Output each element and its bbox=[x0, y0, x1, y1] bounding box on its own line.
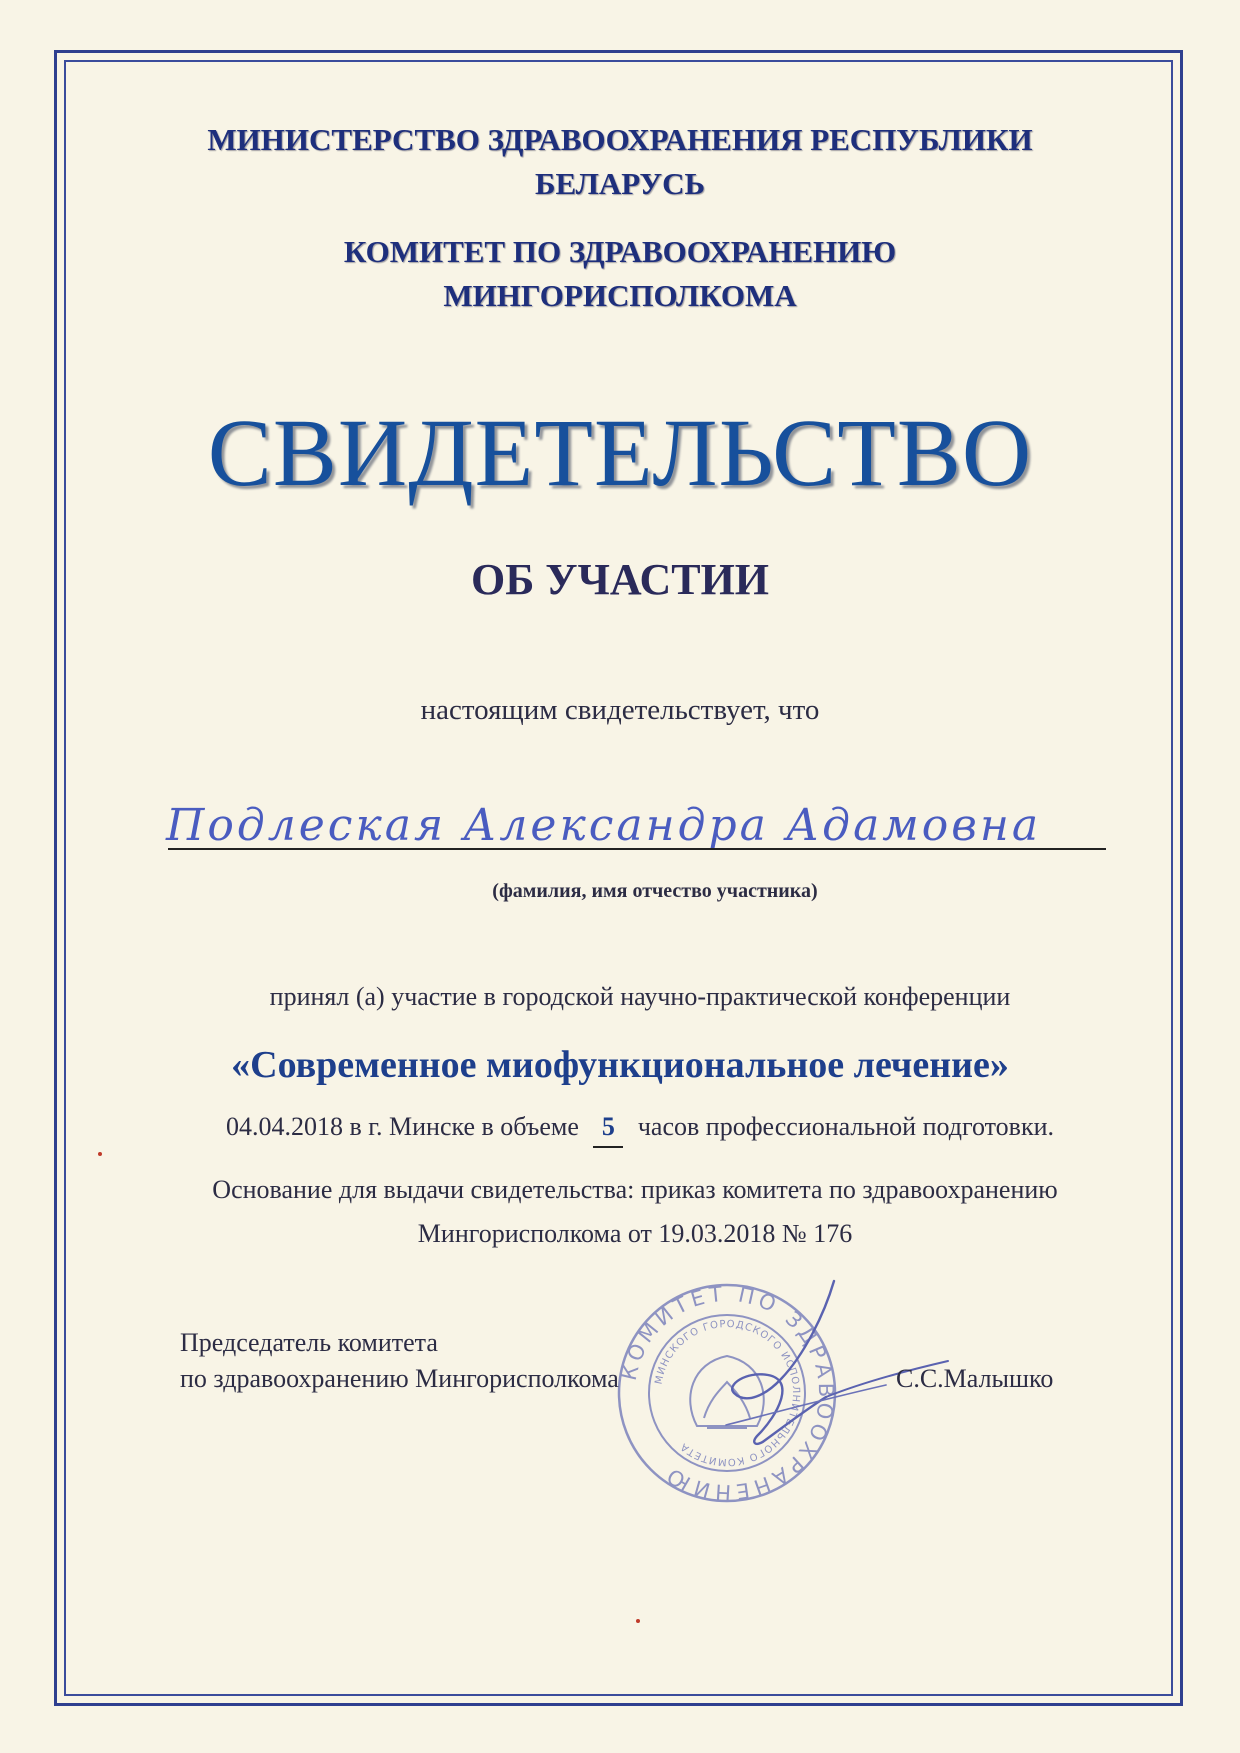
signatory-position bbox=[180, 1325, 619, 1397]
event-details bbox=[0, 1108, 1240, 1148]
position-line-1: Председатель комитета bbox=[180, 1328, 438, 1357]
stamp-outer-text: КОМИТЕТ ПО ЗДРАВООХРАНЕНИЮ bbox=[616, 1281, 839, 1505]
ministry-line-2: БЕЛАРУСЬ bbox=[534, 166, 706, 201]
issuance-basis bbox=[0, 1168, 1240, 1256]
ministry-heading bbox=[0, 118, 1240, 206]
basis-line-1: Основание для выдачи свидетельства: приказ комитета по здравоохранению bbox=[212, 1175, 1058, 1204]
participant-name-underline bbox=[168, 848, 1106, 850]
attestation-text: настоящим свидетельствует, что bbox=[420, 694, 820, 726]
conference-title: «Современное миофункциональное лечение» bbox=[231, 1044, 1009, 1086]
certificate-title: СВИДЕТЕЛЬСТВО bbox=[207, 399, 1033, 506]
paper-speck bbox=[98, 1152, 102, 1156]
stamp-inner-text: МИНСКОГО ГОРОДСКОГО ИСПОЛНИТЕЛЬНОГО КОМИТЕТА bbox=[653, 1318, 802, 1468]
hours-description: часов профессиональной подготовки. bbox=[637, 1112, 1054, 1141]
participant-name-caption: (фамилия, имя отчество участника) bbox=[492, 880, 818, 902]
participant-name: Подлеская Александра Адамовна bbox=[166, 800, 1042, 851]
committee-heading bbox=[0, 230, 1240, 318]
basis-line-2: Мингорисполкома от 19.03.2018 № 176 bbox=[417, 1219, 853, 1248]
hours-count: 5 bbox=[593, 1108, 623, 1148]
position-line-2: по здравоохранению Мингорисполкома bbox=[180, 1364, 619, 1393]
committee-line-1: КОМИТЕТ ПО ЗДРАВООХРАНЕНИЮ bbox=[343, 234, 897, 269]
paper-speck bbox=[636, 1619, 640, 1623]
ministry-line-1: МИНИСТЕРСТВО ЗДРАВООХРАНЕНИЯ РЕСПУБЛИКИ bbox=[207, 122, 1033, 157]
event-date-location: 04.04.2018 в г. Минске в объеме bbox=[226, 1112, 579, 1141]
certificate-subtitle: ОБ УЧАСТИИ bbox=[470, 555, 770, 604]
signatory-name: С.С.Малышко bbox=[896, 1364, 1054, 1393]
participation-text: принял (а) участие в городской научно-практической конференции bbox=[269, 982, 1011, 1011]
committee-line-2: МИНГОРИСПОЛКОМА bbox=[443, 278, 797, 313]
